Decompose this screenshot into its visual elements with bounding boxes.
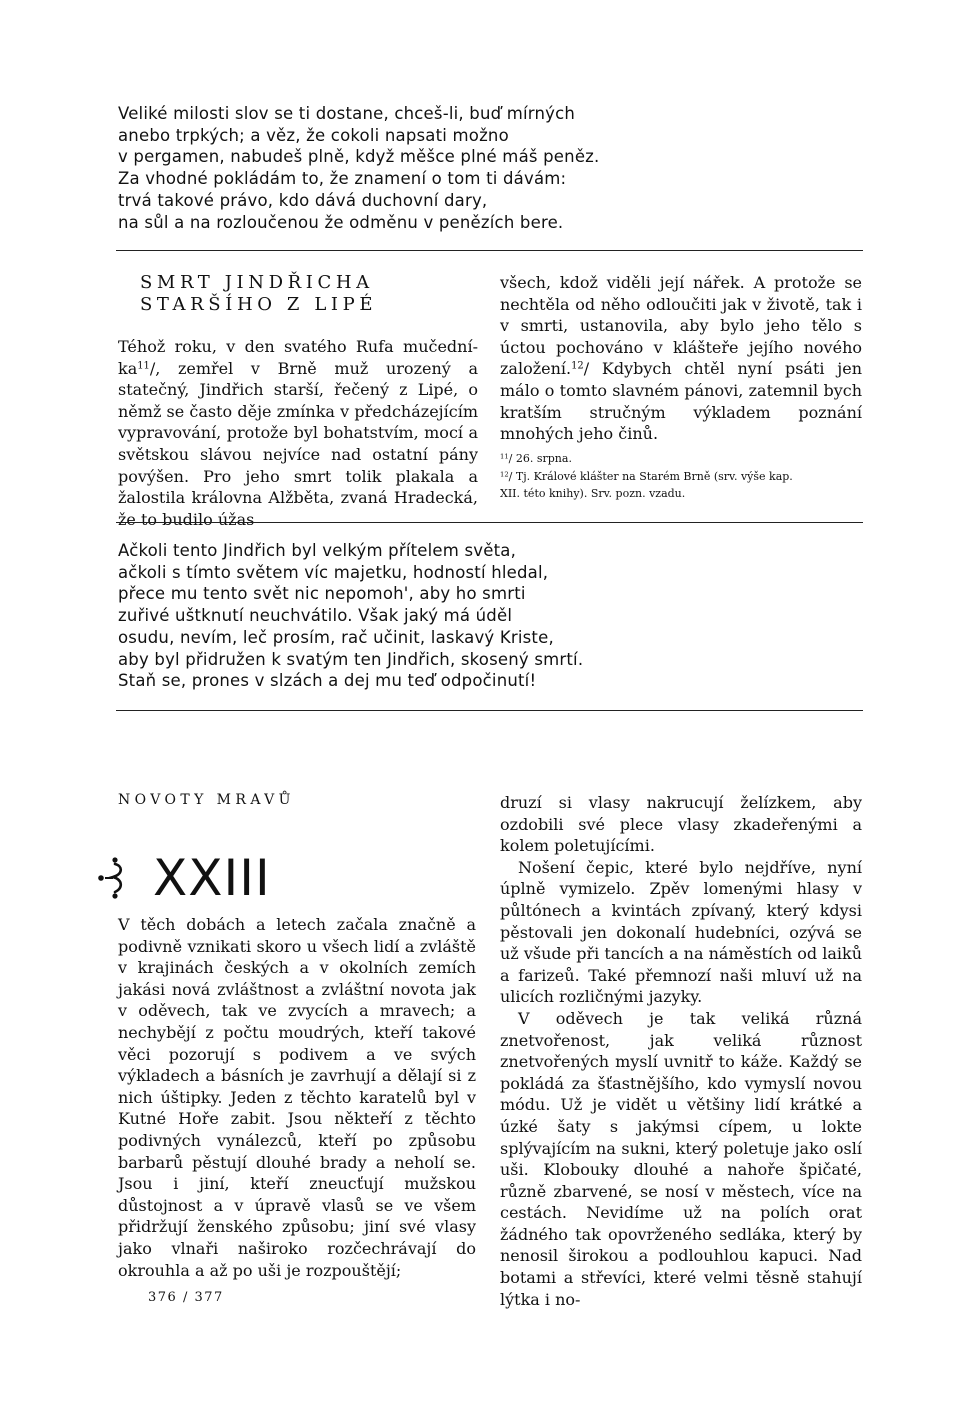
section1-left-column — [118, 336, 478, 530]
footnote-text: / 26. srpna. — [508, 452, 572, 465]
page-number: 376 / 377 — [148, 1290, 224, 1305]
verse-line: trvá takové právo, kdo dává duchovní dary, — [118, 190, 488, 210]
section-heading: NOVOTY MRAVŮ — [118, 792, 295, 808]
footnote-text: XII. této knihy). Srv. pozn. vzadu. — [500, 487, 686, 500]
divider — [116, 522, 863, 523]
paragraph-text: /, zemřel v Brně muž urozený a statečný, Jindřich starší, řečený z Lipé, o němž se často děje zmínka v předcházejícím vypravování, protože byl bohatstvím, mocí a světskou slávou nejvíce nad ostatní pány povýšen. Pro jeho smrt tolik plakala a žalostila královna Alžběta, zvaná Hradecká, že to budilo úžas — [118, 358, 478, 529]
section2-left-column — [118, 914, 476, 1281]
verse-line: Veliké milosti slov se ti dostane, chceš-li, buď mírných — [118, 104, 576, 123]
section-title-line: SMRT JINDŘICHA — [140, 272, 374, 293]
paragraph: V těch dobách a letech začala značně a podivně vznikati skoro u všech lidí a zvláště v krajinách českých a v okolních zemích jakási nová zvláštnost a zvláštní novota jak v oděvech, tak ve zvycích a mravech; a nechybějí z počtu moudrých, kteří takové věci pozorují s podivem a ve svých výkladech a básních je zavrhují a dělají si z nich úštipky. Jeden z těchto karatelů byl v Kutné Hoře zabit. Jsou někteří z těchto podivných vynálezců, kteří po způsobu barbarů pěstují dlouhé brady a neholí se. Jsou i jiní, kteří zneucťují mužskou důstojnost a v úpravě vlasů se ve všem přidržují ženského způsobu; jiní své vlasy jako vlnaři naširoko rozčechrávají do okrouhla a až po uši je rozpouštějí; — [118, 915, 476, 1280]
paragraph: druzí si vlasy nakrucují želízkem, aby ozdobili své plece vlasy zkadeřenými a kolem poletujícími. — [500, 793, 862, 856]
section1-right-column — [500, 272, 862, 445]
verse-line: na sůl a na rozloučenou že odměnu v penězích bere. — [118, 212, 564, 232]
paragraph-text: Téhož roku, v den svatého Rufa mučední-ka — [118, 337, 478, 378]
verse-line: anebo trpkých; a věz, že cokoli napsati možno — [118, 125, 509, 145]
verse-line: v pergamen, nabudeš plně, když měšce plné máš peněz. — [118, 147, 600, 167]
paragraph — [118, 336, 478, 530]
footnote-ref: 12 — [571, 360, 584, 372]
footnote-ref: 11 — [137, 360, 150, 372]
verse-line: Ačkoli tento Jindřich byl velkým přítelem světa, — [118, 541, 517, 560]
footnotes — [500, 450, 793, 503]
section-title-line: STARŠÍHO Z LIPÉ — [140, 294, 378, 315]
verse-line: aby byl přidružen k svatým ten Jindřich, skosený smrtí. — [118, 649, 584, 669]
footnote-text: / Tj. Králové klášter na Starém Brně (srv. výše kap. — [508, 469, 793, 483]
paragraph: V oděvech je tak veliká různá znetvořenost, jak veliká různost znetvořených myslí uvnitř to káže. Každý se pokládá za šťastnějšího, kdo vymyslí novou módu. Už je vidět u většiny lidí krátké a úzké šaty s jakýmsi cípem, u lokte splývajícím na sukni, který poletuje jako oslí uši. Klobouky dlouhé a nahoře špičaté, různě zbarvené, se nosí v městech, více na cestách. Nevidíme už na polích orat žádného tak opovrženého sedláka, který by nenosil širokou a podlouhlou kapuci. Nad botami a střevíci, které velmi těsně stahují lýtka i no- — [500, 1008, 862, 1309]
footnote — [500, 468, 793, 486]
paragraph: Nošení čepic, které bylo nejdříve, nyní úplně vymizelo. Zpěv lomenými hlasy v půltónech a kvintách zpívaný, který kdysi pěstovali jen dokonalí hudebníci, ozývá se už všude při tancích a na náměstích od laiků a farizeů. Také přemnozí naši mluví už na ulicích rozličnými jazyky. — [500, 857, 862, 1007]
footnote — [500, 450, 793, 468]
verse-line: zuřivé uštknutí neuchvátilo. Však jaký má úděl — [118, 606, 513, 626]
verse-line: osudu, nevím, leč prosím, rač učinit, laskavý Kriste, — [118, 627, 554, 647]
verse-line: ačkoli s tímto světem víc majetku, hodností hledal, — [118, 562, 549, 582]
verse-line: Za vhodné pokládám to, že znamení o tom ti dávám: — [118, 169, 567, 189]
fleuron-icon — [95, 848, 135, 908]
paragraph — [500, 272, 862, 445]
mid-verse — [118, 540, 583, 692]
verse-line: přece mu tento svět nic nepomoh', aby ho smrti — [118, 584, 526, 604]
verse-line: Staň se, prones v slzách a dej mu teď odpočinutí! — [118, 671, 537, 691]
chapter-number: XXIII — [153, 849, 271, 907]
divider — [116, 710, 863, 711]
footnote-mark: 12 — [500, 469, 509, 478]
chapter-heading — [95, 848, 295, 908]
footnote-mark: 11 — [500, 452, 509, 461]
paragraph-text: všech, kdož viděli její nářek. A protože se nechtěla od něho odloučiti jak v životě, tak i v smrti, ustanovila, aby bylo jeho tělo s úctou pochováno v klášteře jejího nového založení. — [500, 273, 862, 379]
top-verse — [118, 103, 599, 233]
section2-right-column — [500, 792, 862, 1310]
section-title — [140, 272, 377, 316]
footnote — [500, 485, 793, 503]
divider — [116, 250, 863, 251]
paragraph-text: / Kdybych chtěl nyní psáti jen málo o tomto slavném pánovi, zatemnil bych kratším stručným výkladem poznání mnohých jeho činů. — [500, 359, 862, 444]
